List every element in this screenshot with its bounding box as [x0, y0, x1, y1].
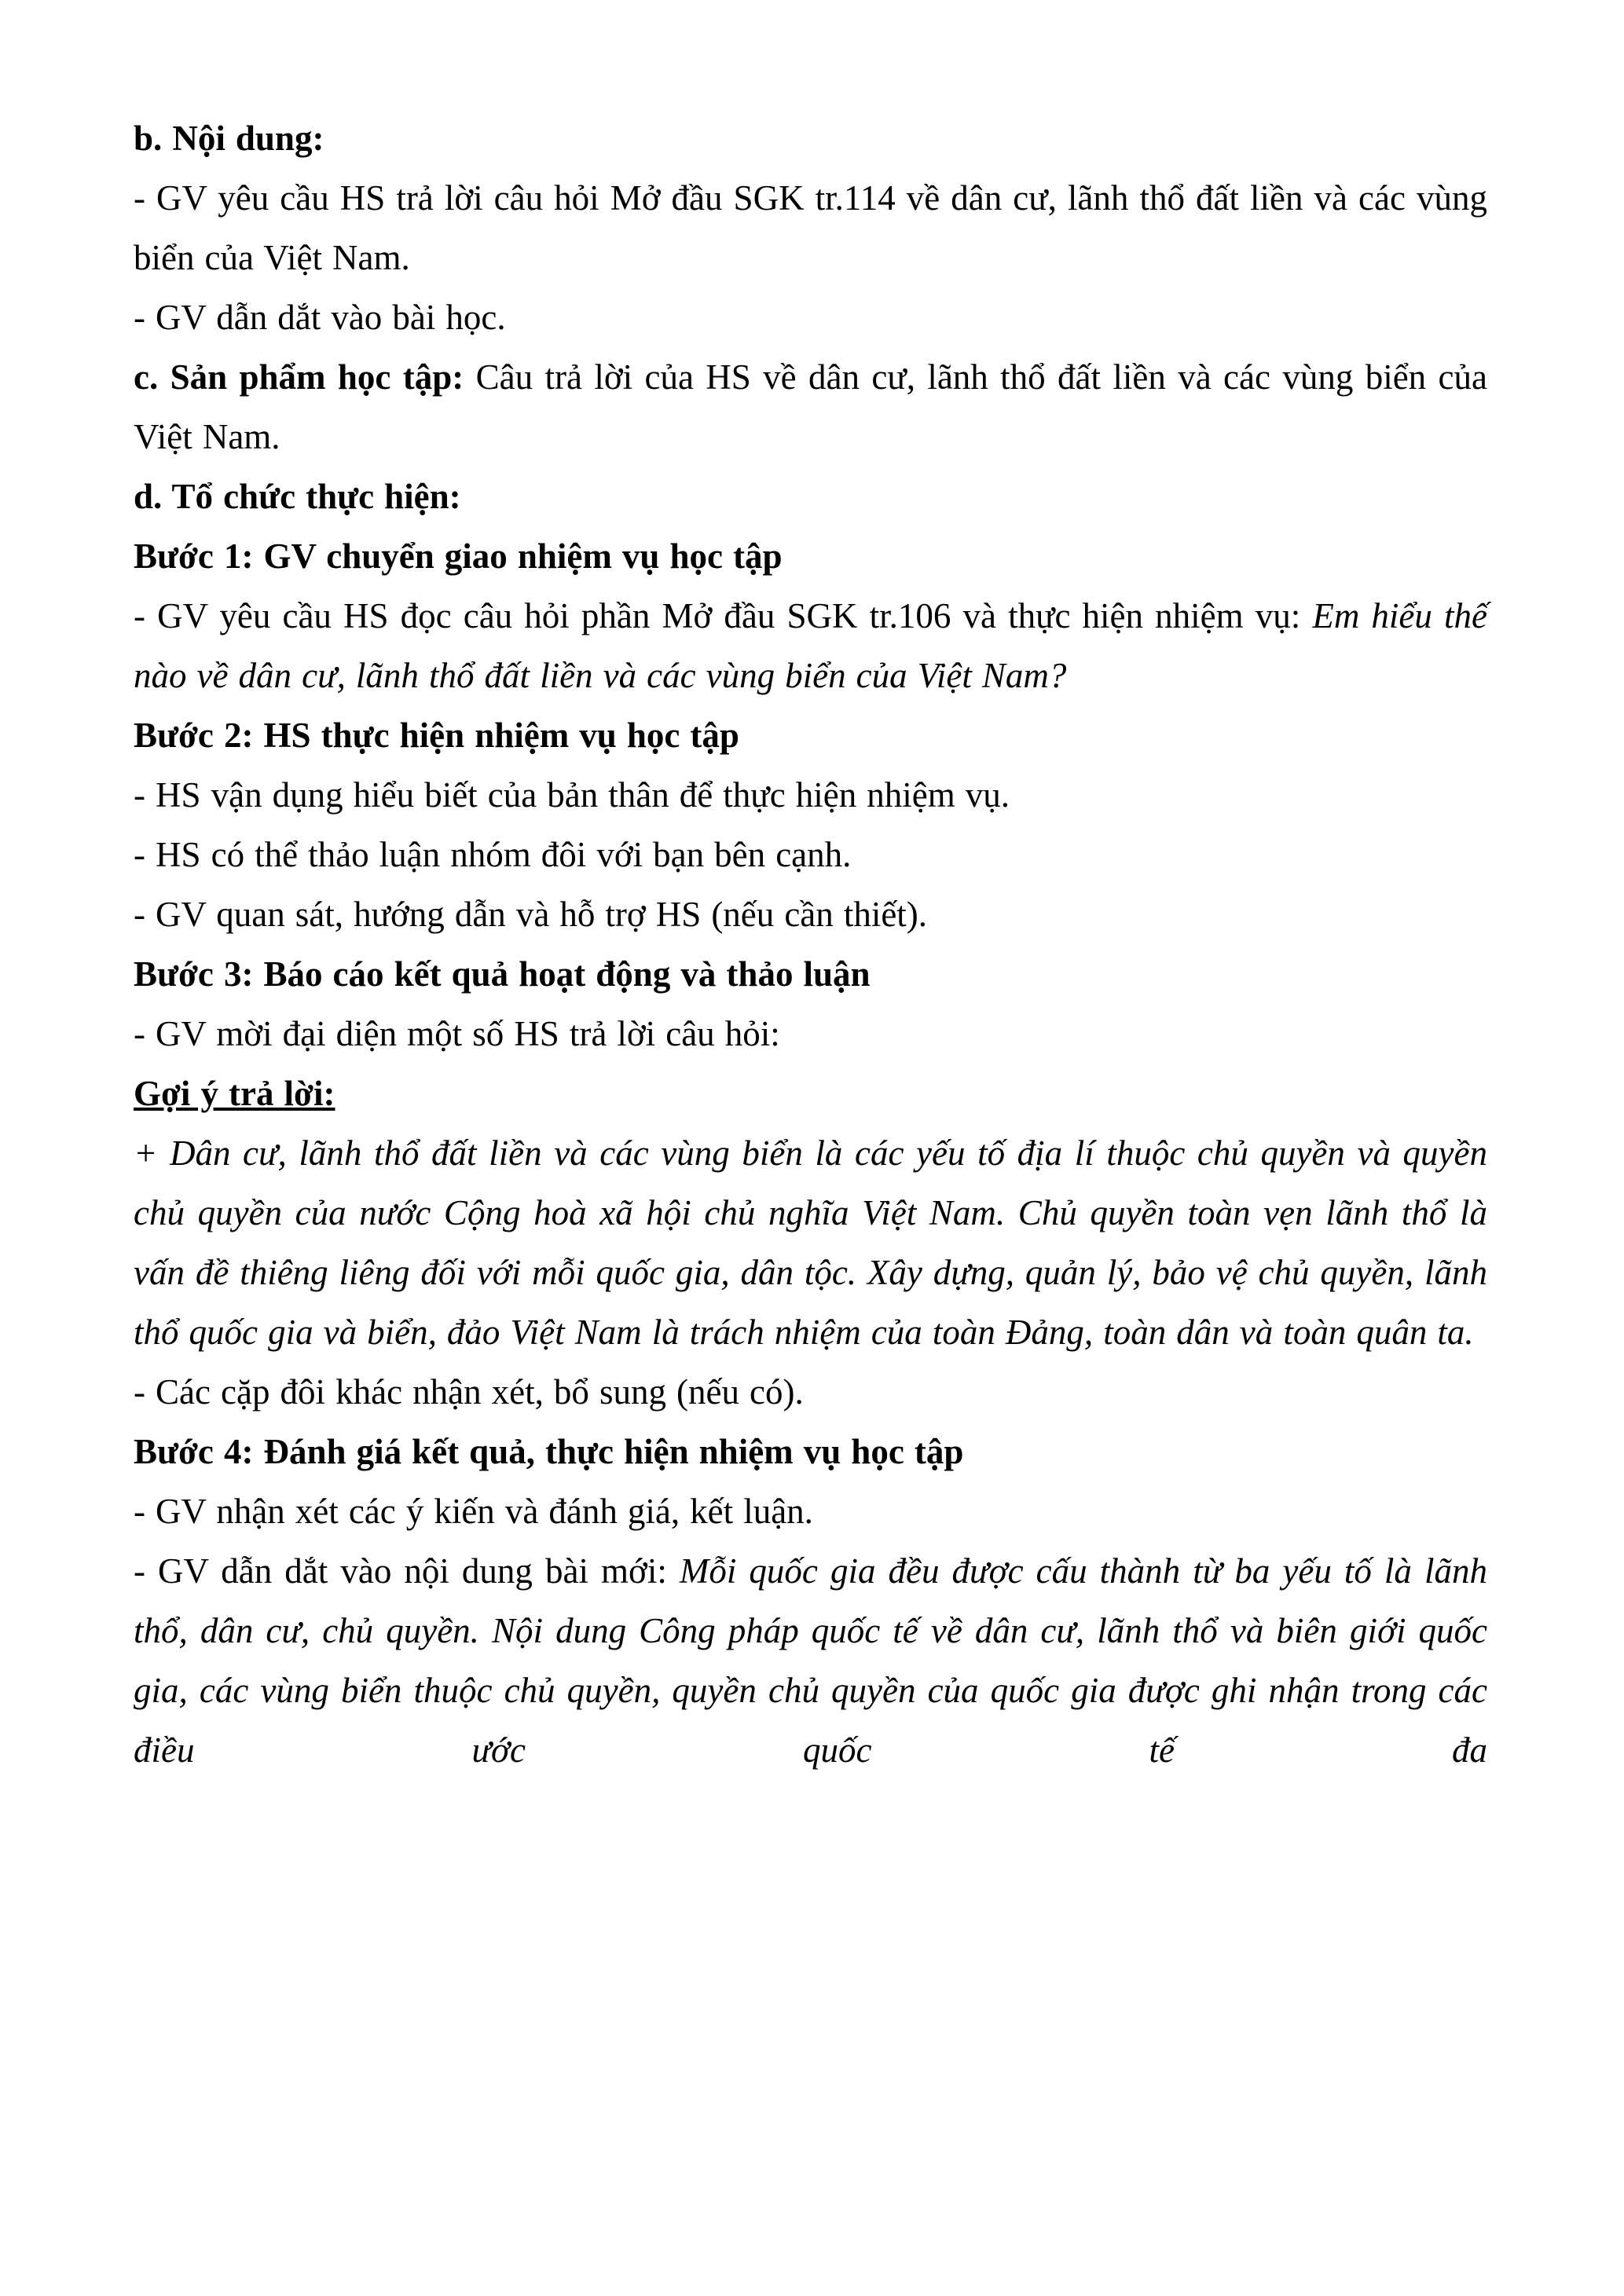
paragraph: [134, 1541, 1487, 1780]
text-run: - GV yêu cầu HS trả lời câu hỏi Mở đầu SGK tr.114 về dân cư, lãnh thổ đất liền và các vùng biển của Việt Nam.: [134, 178, 1487, 277]
paragraph: [134, 347, 1487, 467]
paragraph: [134, 586, 1487, 705]
text-run: - HS vận dụng hiểu biết của bản thân để thực hiện nhiệm vụ.: [134, 775, 1010, 815]
paragraph: [134, 1004, 1487, 1064]
paragraph: [134, 1123, 1487, 1362]
paragraph: [134, 168, 1487, 287]
text-run: - HS có thể thảo luận nhóm đôi với bạn bên cạnh.: [134, 835, 852, 874]
paragraph: [134, 1422, 1487, 1481]
text-run: Em hiểu thế nào về dân cư, lãnh thổ đất liền và các vùng biển của Việt Nam?: [134, 596, 1487, 695]
text-run: d. Tổ chức thực hiện:: [134, 477, 461, 516]
text-run: - GV dẫn dắt vào bài học.: [134, 298, 506, 337]
document-body: [134, 108, 1487, 1780]
paragraph: [134, 825, 1487, 884]
paragraph: [134, 1481, 1487, 1541]
paragraph: [134, 884, 1487, 944]
paragraph: [134, 765, 1487, 825]
text-run: + Dân cư, lãnh thổ đất liền và các vùng biển là các yếu tố địa lí thuộc chủ quyền và quyền chủ quyền của nước Cộng hoà xã hội chủ nghĩa Việt Nam. Chủ quyền toàn vẹn lãnh thổ là vấn đề thiêng liêng đối với mỗi quốc gia, dân tộc. Xây dựng, quản lý, bảo vệ chủ quyền, lãnh thổ quốc gia và biển, đảo Việt Nam là trách nhiệm của toàn Đảng, toàn dân và toàn quân ta.: [134, 1133, 1487, 1352]
paragraph: [134, 526, 1487, 586]
text-run: Bước 3: Báo cáo kết quả hoạt động và thảo luận: [134, 954, 871, 994]
text-run: Mỗi quốc gia đều được cấu thành từ ba yếu tố là lãnh thổ, dân cư, chủ quyền. Nội dung Công pháp quốc tế về dân cư, lãnh thổ và biên giới quốc gia, các vùng biển thuộc chủ quyền, quyền chủ quyền của quốc gia được ghi nhận trong các điều ước quốc tế đa: [134, 1551, 1487, 1770]
text-run: - GV yêu cầu HS đọc câu hỏi phần Mở đầu SGK tr.106 và thực hiện nhiệm vụ:: [134, 596, 1313, 635]
paragraph: [134, 944, 1487, 1004]
paragraph: [134, 1064, 1487, 1123]
paragraph: [134, 287, 1487, 347]
text-run: b. Nội dung:: [134, 119, 324, 158]
text-run: Bước 1: GV chuyển giao nhiệm vụ học tập: [134, 536, 783, 576]
text-run: - GV dẫn dắt vào nội dung bài mới:: [134, 1551, 680, 1591]
paragraph: [134, 705, 1487, 765]
text-run: Bước 2: HS thực hiện nhiệm vụ học tập: [134, 716, 739, 755]
text-run: c. Sản phẩm học tập:: [134, 357, 476, 397]
text-run: - GV nhận xét các ý kiến và đánh giá, kết luận.: [134, 1492, 813, 1531]
paragraph: [134, 1362, 1487, 1422]
paragraph: [134, 467, 1487, 526]
paragraph: [134, 108, 1487, 168]
text-run: - Các cặp đôi khác nhận xét, bổ sung (nếu có).: [134, 1372, 804, 1412]
text-run: Bước 4: Đánh giá kết quả, thực hiện nhiệm vụ học tập: [134, 1432, 964, 1471]
text-run: - GV quan sát, hướng dẫn và hỗ trợ HS (nếu cần thiết).: [134, 895, 928, 934]
text-run: Gợi ý trả lời:: [134, 1074, 335, 1113]
text-run: Câu trả lời của HS về dân cư, lãnh thổ đất liền và các vùng biển của Việt Nam.: [134, 357, 1487, 456]
text-run: - GV mời đại diện một số HS trả lời câu hỏi:: [134, 1014, 780, 1053]
